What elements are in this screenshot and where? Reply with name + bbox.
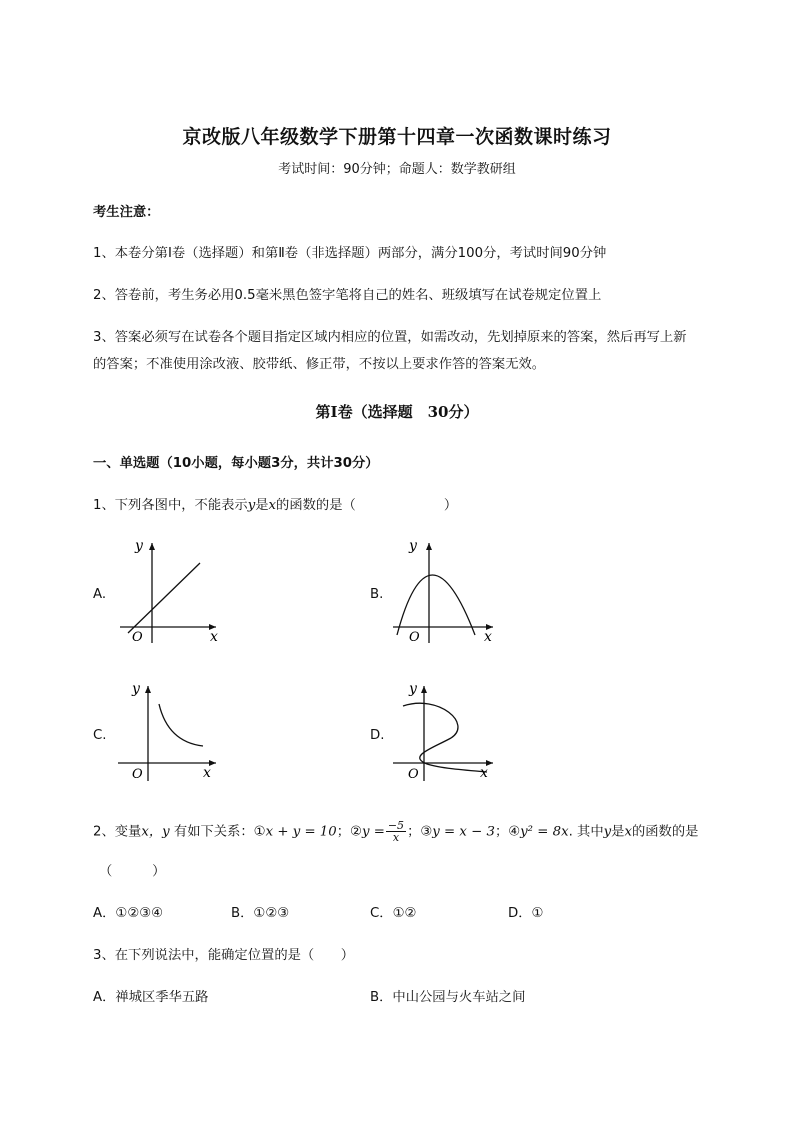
hyperbola-curve bbox=[159, 704, 203, 746]
x-axis-label: x bbox=[203, 765, 211, 781]
question-1-stem: 1、下列各图中，不能表示y是x的函数的是（ ） bbox=[93, 498, 458, 513]
q1-option-a-label: A. bbox=[93, 587, 107, 602]
notice-heading: 考生注意： bbox=[93, 205, 160, 220]
notice-item-3: 3、答案必须写在试卷各个题目指定区域内相应的位置，如需改动，先划掉原来的答案，然后再写上新 bbox=[93, 330, 687, 345]
notice-item-1: 1、本卷分第I卷（选择题）和第Ⅱ卷（非选择题）两部分，满分100分，考试时间90分钟 bbox=[93, 246, 607, 261]
y-axis-arrow bbox=[426, 543, 432, 550]
q2-option-d: D．① bbox=[508, 906, 544, 921]
x-axis-label: x bbox=[480, 765, 488, 781]
page-title: 京改版八年级数学下册第十四章一次函数课时练习 bbox=[182, 126, 612, 148]
y-axis-arrow bbox=[149, 543, 155, 550]
question-2-stem: 2、变量x，y 有如下关系：①x + y = 10；②y = $\frac{-5}{x}$ ；③y = x − 3；④y² = 8x. 其中y是x的函数的是 bbox=[93, 819, 699, 844]
notice-item-2: 2、答卷前，考生务必用0.5毫米黑色签字笔将自己的姓名、班级填写在试卷规定位置上 bbox=[93, 288, 602, 303]
q2-option-c: C．①② bbox=[370, 906, 417, 921]
question-3-stem: 3、在下列说法中，能确定位置的是（ ） bbox=[93, 948, 355, 963]
q1-option-d-label: D. bbox=[370, 728, 385, 743]
exam-info: 考试时间：90分钟；命题人：数学教研组 bbox=[278, 162, 516, 177]
y-axis-label: y bbox=[135, 538, 143, 554]
q3-option-a: A．禅城区季华五路 bbox=[93, 990, 209, 1005]
y-axis-arrow bbox=[421, 686, 427, 693]
origin-label: O bbox=[132, 630, 143, 645]
part-heading: 一、单选题（10小题，每小题3分，共计30分） bbox=[93, 456, 379, 471]
q1-graph-a bbox=[112, 535, 222, 645]
q1-option-b-label: B. bbox=[370, 587, 384, 602]
x-axis-label: x bbox=[210, 629, 218, 645]
notice-item-3-cont: 的答案；不准使用涂改液、胶带纸、修正带，不按以上要求作答的答案无效。 bbox=[93, 357, 546, 372]
q1-graph-d bbox=[389, 676, 499, 786]
fraction: $\frac{-5}{x}$ bbox=[387, 819, 405, 844]
q1-graph-c bbox=[112, 676, 222, 786]
q3-option-b: B．中山公园与火车站之间 bbox=[370, 990, 526, 1005]
q2-option-b: B．①②③ bbox=[231, 906, 290, 921]
y-axis-arrow bbox=[145, 686, 151, 693]
question-2-paren: （ ） bbox=[99, 864, 166, 879]
origin-label: O bbox=[408, 767, 419, 782]
y-axis-label: y bbox=[409, 681, 417, 697]
y-axis-label: y bbox=[132, 681, 140, 697]
y-axis-label: y bbox=[409, 538, 417, 554]
parabola-curve bbox=[397, 575, 475, 635]
q1-option-c-label: C. bbox=[93, 728, 107, 743]
section-title: 第I卷（选择题 30分） bbox=[315, 403, 479, 421]
s-curve bbox=[403, 703, 487, 772]
x-axis-label: x bbox=[484, 629, 492, 645]
q1-graph-b bbox=[389, 535, 499, 645]
origin-label: O bbox=[132, 767, 143, 782]
graph-line bbox=[128, 563, 200, 633]
origin-label: O bbox=[409, 630, 420, 645]
q2-option-a: A．①②③④ bbox=[93, 906, 164, 921]
